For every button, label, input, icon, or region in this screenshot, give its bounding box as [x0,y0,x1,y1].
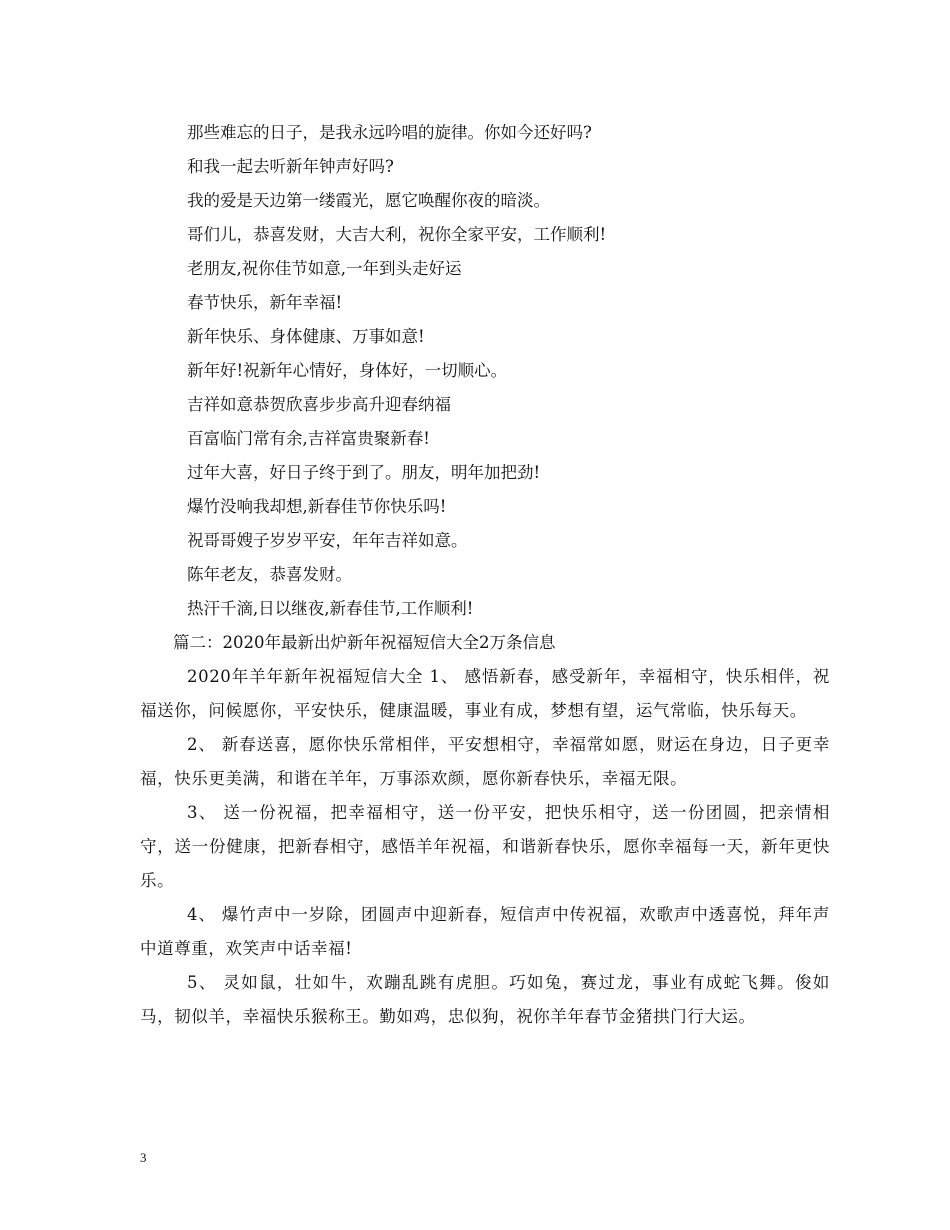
text-line: 春节快乐，新年幸福! [187,293,343,312]
paragraph: 2、 新春送喜，愿你快乐常相伴，平安想相守，幸福常如愿，财运在身边，日子更幸福，快乐更美满，和谐在羊年，万事添欢颜，愿你新春快乐，幸福无限。 [140,735,830,788]
paragraph: 5、 灵如鼠，壮如牛，欢蹦乱跳有虎胆。巧如兔，赛过龙，事业有成蛇飞舞。俊如马，韧似羊，幸福快乐猴称王。勤如鸡，忠似狗，祝你羊年春节金猪拱门行大运。 [140,973,830,1026]
text-line: 过年大喜，好日子终于到了。朋友，明年加把劲! [187,463,541,482]
text-line: 祝哥哥嫂子岁岁平安，年年吉祥如意。 [187,531,468,550]
page-number: 3 [140,1150,147,1165]
paragraph: 2020年羊年新年祝福短信大全 1、 感悟新春，感受新年，幸福相守，快乐相伴，祝福送你，问候愿你，平安快乐，健康温暖，事业有成，梦想有望，运气常临，快乐每天。 [140,667,830,720]
text-line: 我的爱是天边第一缕霞光，愿它唤醒你夜的暗淡。 [187,191,550,210]
text-line: 爆竹没响我却想,新春佳节你快乐吗! [187,497,447,516]
section-heading: 篇二：2020年最新出炉新年祝福短信大全2万条信息 [173,633,556,652]
text-line: 老朋友,祝你佳节如意,一年到头走好运 [187,259,462,278]
paragraph: 4、 爆竹声中一岁除，团圆声中迎新春，短信声中传祝福，欢歌声中透喜悦，拜年声中道尊重，欢笑声中话幸福! [140,905,830,958]
text-line: 吉祥如意恭贺欣喜步步高升迎春纳福 [187,395,451,414]
text-line: 哥们儿，恭喜发财，大吉大利，祝你全家平安，工作顺利! [187,225,607,244]
paragraph: 3、 送一份祝福，把幸福相守，送一份平安，把快乐相守，送一份团圆，把亲情相守，送一份健康，把新春相守，感悟羊年祝福，和谐新春快乐，愿你幸福每一天，新年更快乐。 [140,803,830,890]
text-line: 新年好!祝新年心情好，身体好，一切顺心。 [187,361,508,380]
text-line: 热汗千滴,日以继夜,新春佳节,工作顺利! [187,599,474,618]
text-line: 百富临门常有余,吉祥富贵聚新春! [187,429,430,448]
text-line: 陈年老友，恭喜发财。 [187,565,352,584]
text-line: 和我一起去听新年钟声好吗? [187,157,394,176]
document-body [140,116,830,1034]
text-line: 新年快乐、身体健康、万事如意! [187,327,425,346]
text-line: 那些难忘的日子，是我永远吟唱的旋律。你如今还好吗? [187,123,592,142]
